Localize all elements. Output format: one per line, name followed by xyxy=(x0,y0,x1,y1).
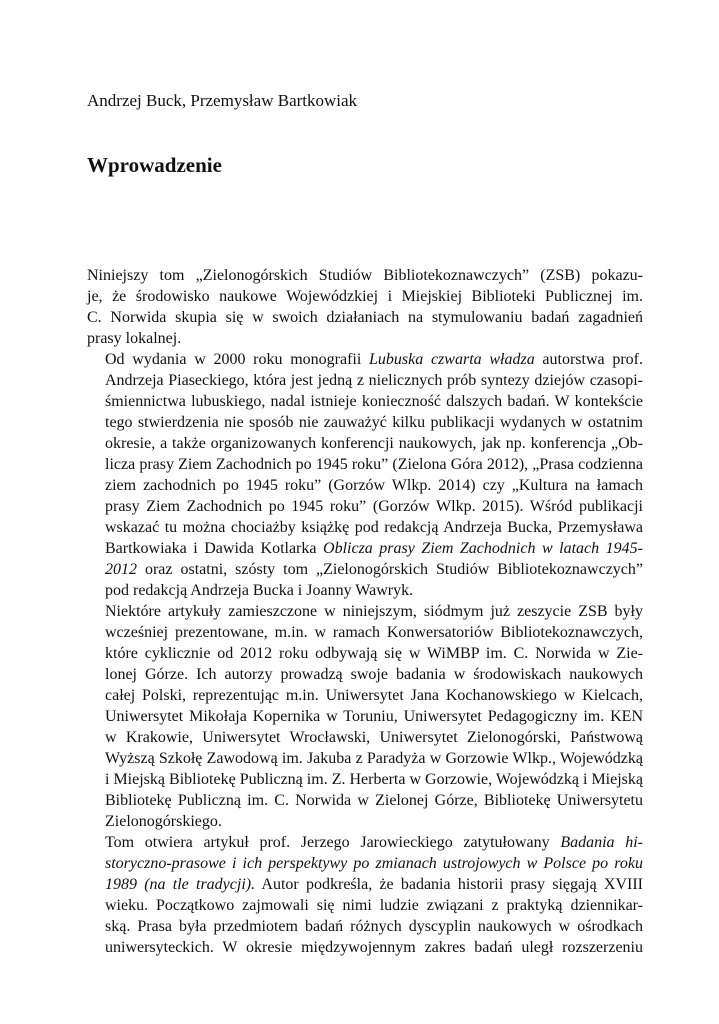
italic-title: Oblicza prasy Ziem Zachodnich w latach 1945- xyxy=(323,540,643,557)
text-line xyxy=(87,853,643,874)
paragraph xyxy=(87,265,643,349)
paragraph xyxy=(87,349,643,601)
paragraph xyxy=(87,601,643,832)
text-line: Niektóre artykuły zamieszczone w niniejszym, siódmym już zeszycie ZSB były xyxy=(105,603,643,620)
text-line: wieku. Początkowo zajmowali się nimi ludzie związani z praktyką dziennikar- xyxy=(105,897,643,914)
text-line: tego stwierdzenia nie sposób nie zauważyć kilku publikacji wydanych w ostatnim xyxy=(105,414,643,431)
paragraph xyxy=(87,832,643,958)
text-line: Niniejszy tom „Zielonogórskich Studiów Bibliotekoznawczych” (ZSB) pokazu- xyxy=(87,267,643,284)
text-line: prasy lokalnej. xyxy=(87,330,182,347)
text-line: wcześniej prezentowane, m.in. w ramach Konwersatoriów Bibliotekoznawczych, xyxy=(105,624,643,641)
text-line: Uniwersytet Mikołaja Kopernika w Toruniu, Uniwersytet Pedagogiczny im. KEN xyxy=(105,708,643,725)
text-line: lonej Górze. Ich autorzy prowadzą swoje badania w środowiskach naukowych xyxy=(105,666,643,683)
text-line: Od wydania w 2000 roku monografii Lubuska czwarta władza autorstwa prof. xyxy=(105,351,644,368)
text-line: Zielonogórskiego. xyxy=(105,813,222,830)
text-line: ską. Prasa była przedmiotem badań różnych dyscyplin naukowych w ośrodkach xyxy=(105,918,643,935)
authors: Andrzej Buck, Przemysław Bartkowiak xyxy=(87,91,358,110)
text-line: w Krakowie, Uniwersytet Wrocławski, Uniwersytet Zielonogórski, Państwową xyxy=(105,729,643,746)
text-line: prasy Ziem Zachodnich po 1945 roku” (Gorzów Wlkp. 2015). Wśród publikacji xyxy=(105,498,643,515)
italic-title: Lubuska czwarta władza xyxy=(369,351,535,368)
text-line: Bartkowiaka i Dawida Kotlarka Oblicza prasy Ziem Zachodnich w latach 1945- xyxy=(105,540,643,557)
text-line: śmiennictwa lubuskiego, nadal istnieje konieczność dalszych badań. W kontekście xyxy=(105,393,643,410)
text-line: okresie, a także organizowanych konferencji naukowych, jak np. konferencja „Ob- xyxy=(105,435,643,452)
italic-title: 2012 xyxy=(105,561,137,578)
italic-title: 1989 (na tle tradycji). xyxy=(105,876,256,893)
text-line: 1989 (na tle tradycji). Autor podkreśla, że badania historii prasy sięgają XVIII xyxy=(105,876,643,893)
text-line: licza prasy Ziem Zachodnich po 1945 roku” (Zielona Góra 2012), „Prasa codzienna xyxy=(105,456,643,473)
italic-title: Badania hi- xyxy=(560,834,644,851)
text-line: uniwersyteckich. W okresie międzywojennym zakres badań uległ rozszerzeniu xyxy=(105,939,643,956)
text-line: pod redakcją Andrzeja Bucka i Joanny Wawryk. xyxy=(105,582,414,599)
text-line: Wyższą Szkołę Zawodową im. Jakuba z Paradyża w Gorzowie Wlkp., Wojewódzką xyxy=(105,750,643,767)
text-line: C. Norwida skupia się w swoich działaniach na stymulowaniu badań zagadnień xyxy=(87,309,643,326)
chapter-title: Wprowadzenie xyxy=(87,153,222,177)
text-line: ziem zachodnich po 1945 roku” (Gorzów Wlkp. 2014) czy „Kultura na łamach xyxy=(105,477,643,494)
text-line: i Miejską Bibliotekę Publiczną im. Z. Herberta w Gorzowie, Wojewódzką i Miejską xyxy=(105,771,643,788)
text-line: je, że środowisko naukowe Wojewódzkiej i Miejskiej Biblioteki Publicznej im. xyxy=(87,288,643,305)
text-line: Andrzeja Piaseckiego, która jest jedną z nielicznych prób syntezy dziejów czasopi- xyxy=(105,372,643,389)
body-text xyxy=(87,265,643,958)
text-line: Tom otwiera artykuł prof. Jerzego Jarowieckiego zatytułowany Badania hi- xyxy=(105,834,644,851)
text-line: Bibliotekę Publiczną im. C. Norwida w Zielonej Górze, Bibliotekę Uniwersytetu xyxy=(105,792,643,809)
text-line: całej Polski, reprezentując m.in. Uniwersytet Jana Kochanowskiego w Kielcach, xyxy=(105,687,643,704)
text-line: 2012 oraz ostatni, szósty tom „Zielonogórskich Studiów Bibliotekoznawczych” xyxy=(105,561,643,578)
text-line: wskazać tu można chociażby książkę pod redakcją Andrzeja Bucka, Przemysława xyxy=(105,519,643,536)
italic-title: storyczno-prasowe i ich perspektywy po zmianach ustrojowych w Polsce po roku xyxy=(105,855,643,872)
text-line: które cyklicznie od 2012 roku odbywają się w WiMBP im. C. Norwida w Zie- xyxy=(105,645,643,662)
